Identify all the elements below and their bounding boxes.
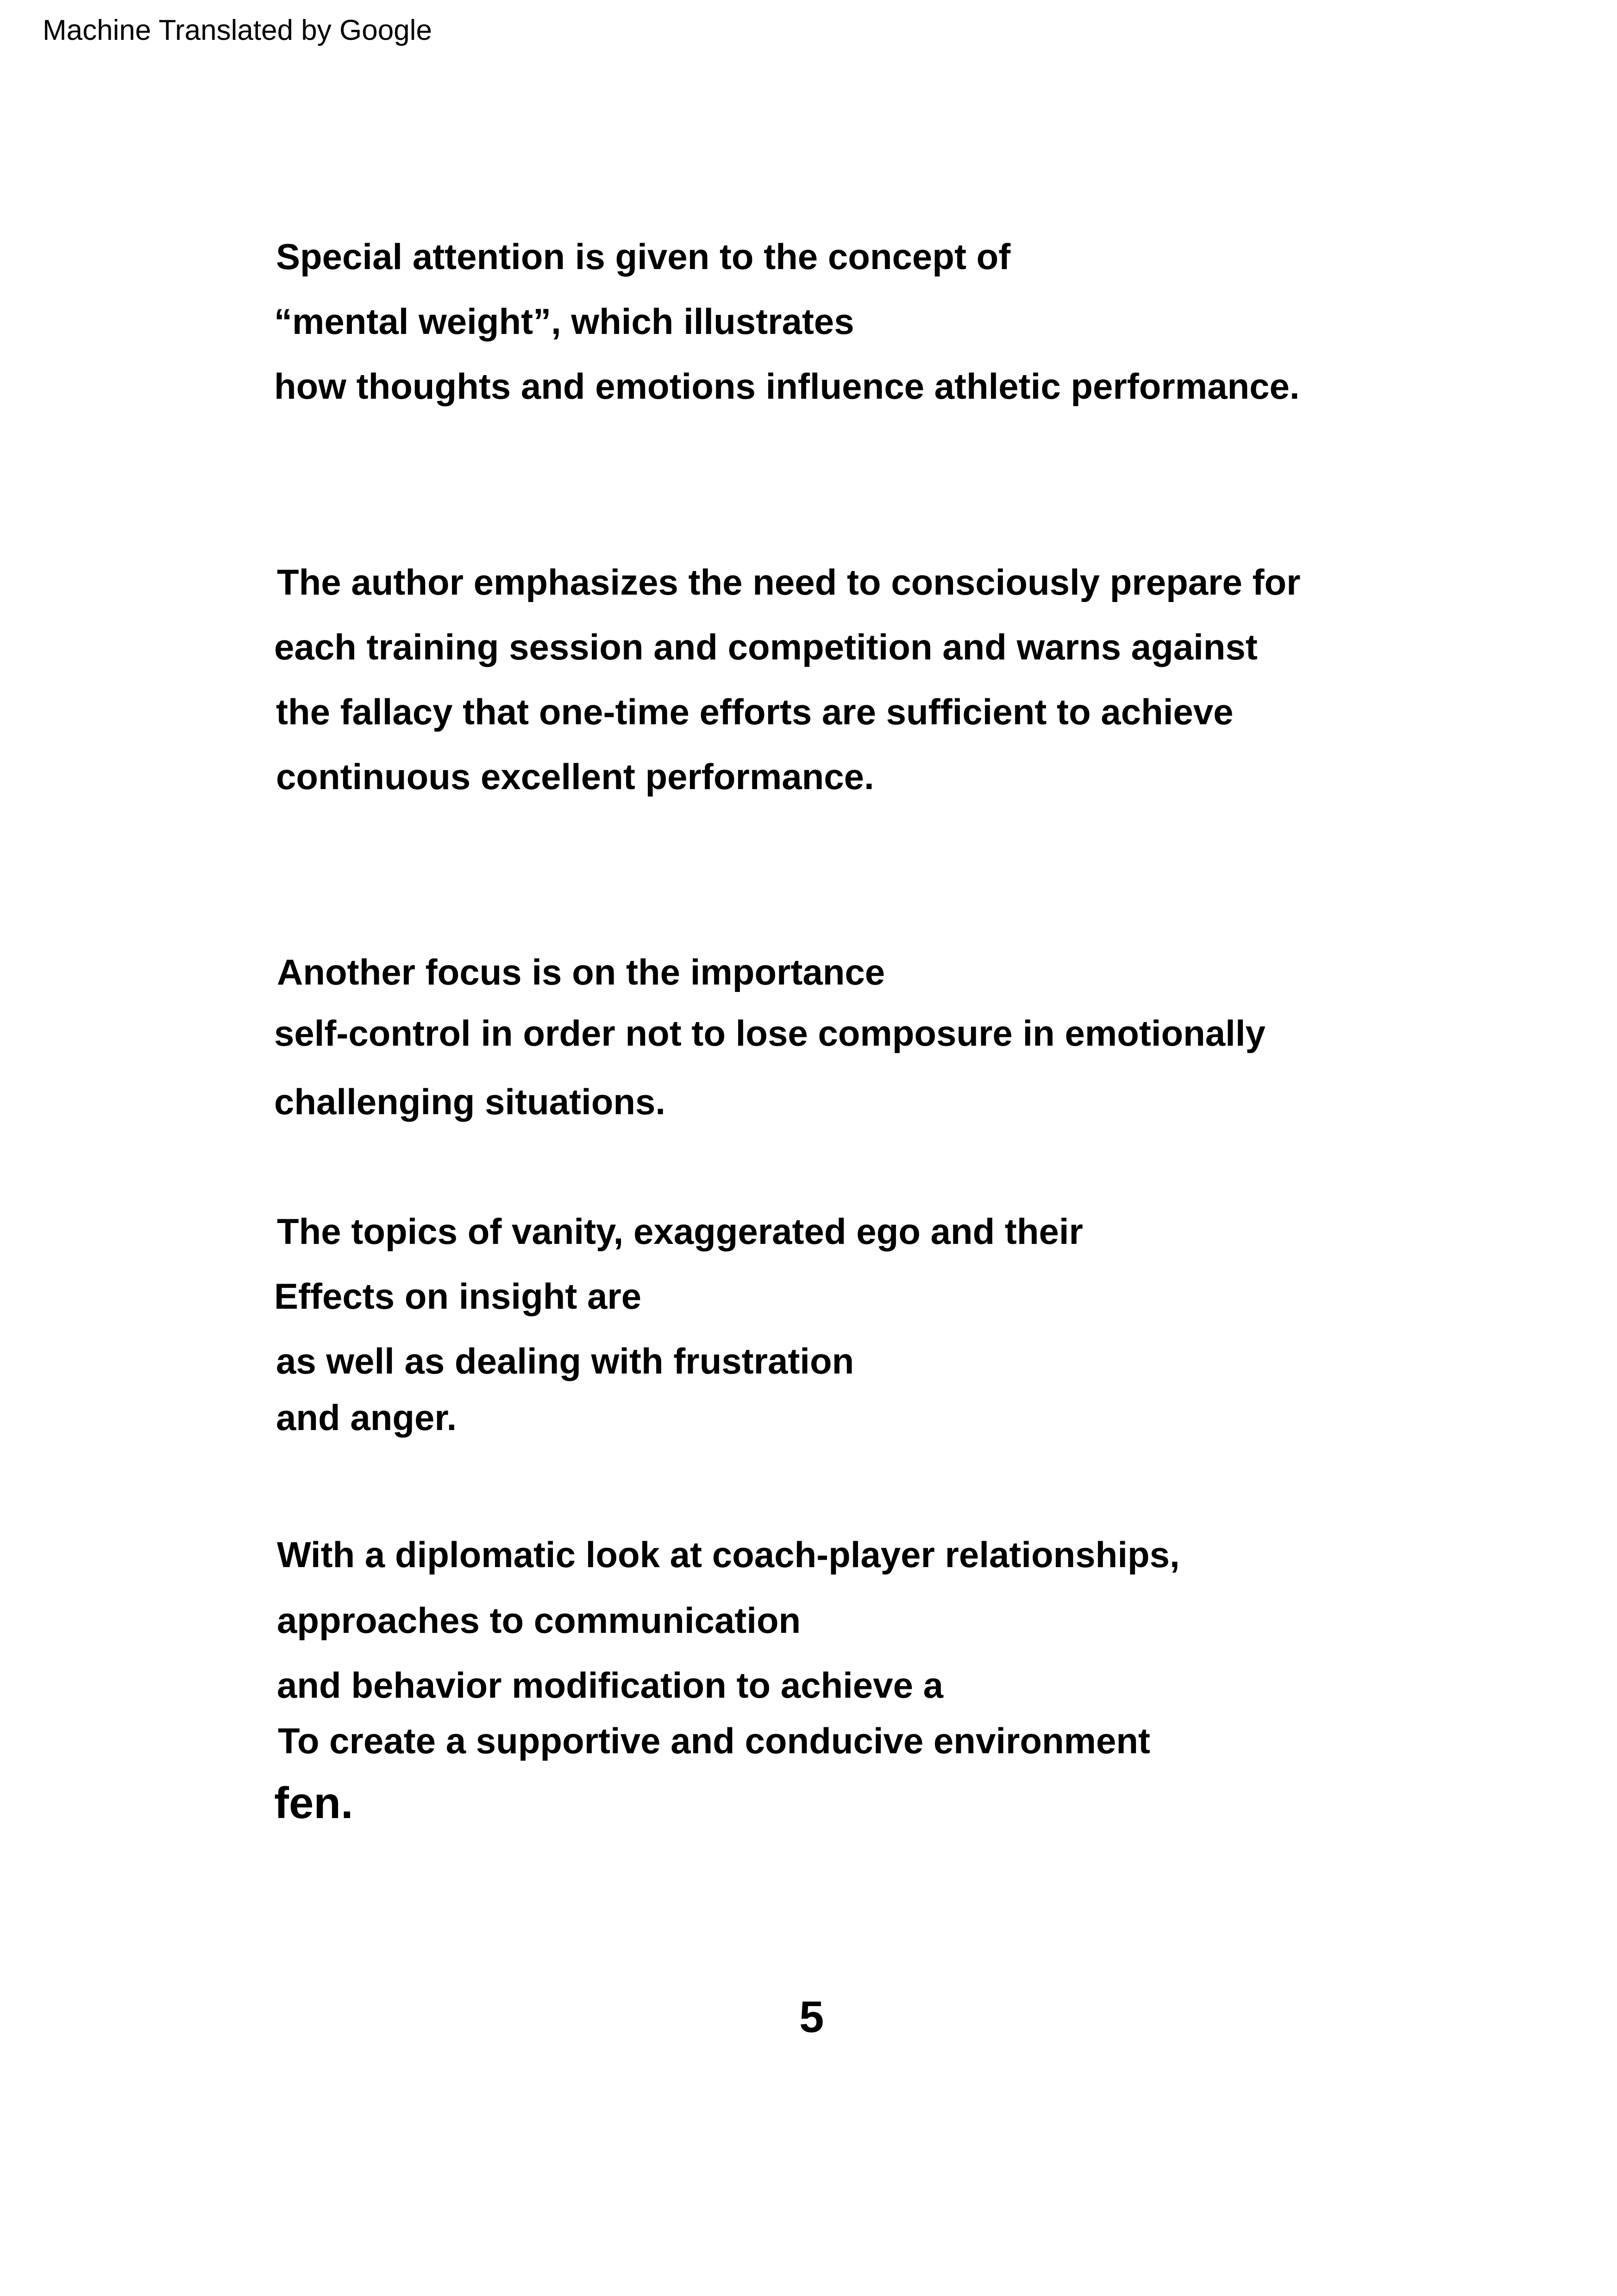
paragraph-line: The topics of vanity, exaggerated ego and their	[277, 1211, 1083, 1252]
paragraph-line: the fallacy that one-time efforts are sufficient to achieve	[276, 691, 1234, 732]
paragraph-line: To create a supportive and conducive environment	[278, 1720, 1150, 1761]
machine-translation-notice: Machine Translated by Google	[43, 14, 432, 46]
paragraph-line: as well as dealing with frustration	[276, 1341, 854, 1381]
paragraph-line: Special attention is given to the concept of	[276, 236, 1011, 277]
paragraph-line: how thoughts and emotions influence athletic performance.	[274, 366, 1300, 407]
paragraph-line: Effects on insight are	[274, 1276, 642, 1317]
paragraph-line: The author emphasizes the need to consciously prepare for	[277, 562, 1301, 602]
paragraph-line: “mental weight”, which illustrates	[274, 301, 854, 342]
paragraph-line: and anger.	[276, 1397, 457, 1438]
paragraph-line: fen.	[274, 1778, 353, 1828]
paragraph-line: each training session and competition and warns against	[274, 627, 1258, 667]
paragraph-line: approaches to communication	[277, 1600, 801, 1641]
paragraph-line: challenging situations.	[274, 1081, 666, 1122]
paragraph-line: With a diplomatic look at coach-player relationships,	[277, 1534, 1180, 1575]
page-number: 5	[799, 1992, 824, 2042]
paragraph-line: continuous excellent performance.	[276, 756, 874, 797]
paragraph-line: and behavior modification to achieve a	[277, 1665, 944, 1706]
paragraph-line: Another focus is on the importance	[277, 952, 885, 992]
paragraph-line: self-control in order not to lose composure in emotionally	[274, 1013, 1266, 1054]
